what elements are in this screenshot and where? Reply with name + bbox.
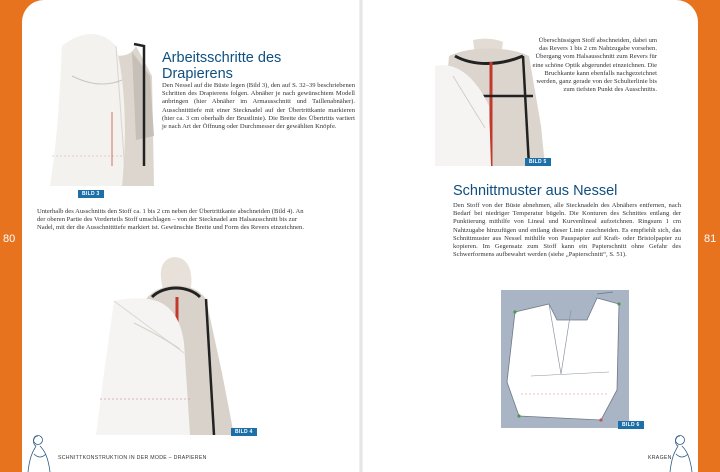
right-page bbox=[361, 0, 698, 472]
drape-illustration-bild4 bbox=[94, 253, 252, 435]
photo-bild-4 bbox=[94, 253, 252, 435]
photo-bild-3 bbox=[32, 16, 167, 186]
bild6-label: BILD 6 bbox=[618, 421, 644, 429]
bild3-label: BILD 3 bbox=[78, 190, 104, 198]
pattern-on-paper-illustration bbox=[501, 290, 629, 428]
footer-right: KRAGEN bbox=[648, 455, 672, 461]
schnittmuster-paragraph: Den Stoff von der Büste abnehmen, alle Stecknadeln des Abnähers entfernen, nach Bedarf bei niedriger Temperatur bügeln. Die Konturen des Schnittes entlang der Punktierung mithilfe von Lineal und Kurvenlineal aufzeichnen. Ringsum 1 cm Nahtzugabe hinzufügen und entlang dieser Linie zuschneiden. Es empfiehlt sich, das Schnittmuster aus Nessel mithilfe von Pauspapier auf Kraft- oder Bristolpapier zu kopieren. Im Gegensatz zum Stoff kann ein Papierschnitt ohne Gefahr des Schwerformens aufbewahrt werden (siehe „Papierschnitt“, S. 51). bbox=[453, 202, 681, 259]
section-heading-schnittmuster: Schnittmuster aus Nessel bbox=[453, 183, 618, 199]
bild4-label: BILD 4 bbox=[231, 428, 257, 436]
photo-bild-6 bbox=[501, 290, 629, 428]
fashion-sketch-icon bbox=[666, 432, 696, 472]
drape-illustration-bild3 bbox=[32, 16, 167, 186]
intro-paragraph: Den Nessel auf die Büste legen (Bild 3), den auf S. 32–39 beschriebenen Schritten des Drapierens folgen. Abnäher je nach gewünschtem Modell anbringen (hier Abnäher im Armausschnitt und Taillenabnäher). Ausschnitttiefe mit einer Stecknadel auf der Übertrittkante markieren (hier ca. 3 cm oberhalb der Brustlinie). Die Breite des Übertritts variiert je nach Art der Öffnung oder Durchmesser der gewählten Knöpfe. bbox=[162, 82, 355, 131]
instruction-paragraph: Unterhalb des Ausschnitts den Stoff ca. 1 bis 2 cm neben der Übertrittkante abschneiden (Bild 4). An der oberen Partie des Vorderteils Stoff umschlagen – von der Stecknadel am Halsausschnitt bis zur Nadel, mit der die Ausschnitttiefe markiert ist. Gewünschte Breite und Form des Revers einzeichnen. bbox=[37, 208, 304, 232]
page-number-left: 80 bbox=[3, 233, 16, 245]
page-number-right: 81 bbox=[704, 233, 717, 245]
bild5-label: BILD 5 bbox=[525, 158, 551, 166]
footer-left: SCHNITTKONSTRUKTION IN DER MODE – DRAPIEREN bbox=[58, 455, 207, 461]
book-gutter bbox=[359, 0, 363, 472]
fashion-sketch-icon bbox=[24, 432, 54, 472]
left-page bbox=[22, 0, 361, 472]
heading-line-2: Drapierens bbox=[162, 66, 233, 82]
top-paragraph: Überschüssigen Stoff abschneiden, dabei um das Revers 1 bis 2 cm Nahtzugabe vorsehen. Übergang vom Halsausschnitt zum Revers für eine schöne Optik abgerundet einzeichnen. Die Bruchkante kann ebenfalls nachgezeichnet werden, ganz gerade von der Schulterlinie bis zum tiefsten Punkt des Ausschnitts. bbox=[532, 37, 657, 94]
heading-line-1: Arbeitsschritte des bbox=[162, 50, 282, 66]
section-heading-arbeitsschritte bbox=[162, 50, 357, 82]
